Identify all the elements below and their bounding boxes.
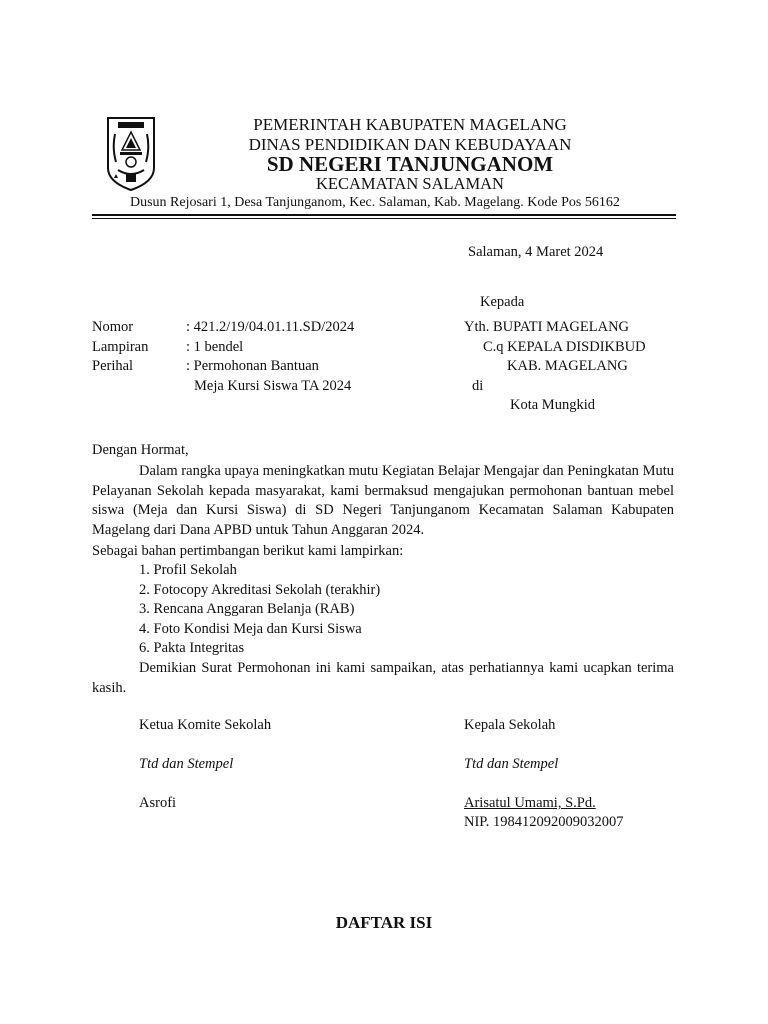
recipient-kota: Kota Mungkid [510, 397, 595, 413]
attachment-item: 4. Foto Kondisi Meja dan Kursi Siswa [139, 621, 362, 637]
school-address: Dusun Rejosari 1, Desa Tanjunganom, Kec. Salaman, Kab. Magelang. Kode Pos 56162 [130, 195, 620, 210]
right-signatory-name: Arisatul Umami, S.Pd. [464, 795, 596, 811]
department-title: DINAS PENDIDIKAN DAN KEBUDAYAAN [248, 135, 572, 154]
school-name: SD NEGERI TANJUNGANOM [266, 152, 554, 176]
letter-date: Salaman, 4 Maret 2024 [468, 244, 604, 260]
attachment-item: 1. Profil Sekolah [139, 562, 237, 578]
recipient-di: di [472, 378, 484, 394]
attachment-item: 3. Rencana Anggaran Belanja (RAB) [139, 601, 355, 617]
lampiran-label: Lampiran [92, 339, 149, 355]
table-of-contents-title: DAFTAR ISI [335, 913, 433, 932]
body-paragraph: Dalam rangka upaya meningkatkan mutu Kegiatan Belajar Mengajar dan Peningkatan Mutu Pelayanan Sekolah kepada masyarakat, kami bermaksud mengajukan permohonan bantuan mebel siswa (Meja dan Kursi Siswa) di SD Negeri Tanjunganom Kecamatan Salaman Kabupaten Magelang dari Dana APBD untuk Tahun Anggaran 2024. [92, 463, 674, 539]
nomor-value: : 421.2/19/04.01.11.SD/2024 [186, 319, 355, 335]
perihal-value-line1: : Permohonan Bantuan [186, 358, 319, 374]
letterhead-rule-thin [92, 218, 676, 219]
right-signatory-title: Kepala Sekolah [464, 717, 556, 733]
closing-paragraph: Demikian Surat Permohonan ini kami sampaikan, atas perhatiannya kami ucapkan terima kasih. [92, 660, 674, 696]
recipient-kab: KAB. MAGELANG [507, 358, 628, 374]
attachments-intro: Sebagai bahan pertimbangan berikut kami lampirkan: [92, 543, 404, 559]
salutation: Dengan Hormat, [92, 442, 189, 458]
letterhead-rule-thick [92, 214, 676, 216]
right-signatory-nip: NIP. 198412092009032007 [464, 814, 624, 830]
recipient-kepada: Kepada [480, 294, 525, 310]
recipient-cq: C.q KEPALA DISDIKBUD [483, 339, 646, 355]
left-signatory-title: Ketua Komite Sekolah [139, 717, 272, 733]
attachment-item: 2. Fotocopy Akreditasi Sekolah (terakhir) [139, 582, 381, 598]
perihal-label: Perihal [92, 358, 134, 374]
nomor-label: Nomor [92, 319, 134, 335]
attachment-item: 6. Pakta Integritas [139, 640, 245, 656]
right-signature-note: Ttd dan Stempel [464, 756, 559, 772]
government-title: PEMERINTAH KABUPATEN MAGELANG [253, 115, 567, 134]
district-name: KECAMATAN SALAMAN [316, 174, 504, 193]
lampiran-value: : 1 bendel [186, 339, 244, 355]
regency-emblem-logo [106, 116, 156, 192]
recipient-yth: Yth. BUPATI MAGELANG [464, 319, 630, 335]
left-signatory-name: Asrofi [139, 795, 177, 811]
perihal-value-line2: Meja Kursi Siswa TA 2024 [194, 378, 352, 394]
left-signature-note: Ttd dan Stempel [139, 756, 234, 772]
